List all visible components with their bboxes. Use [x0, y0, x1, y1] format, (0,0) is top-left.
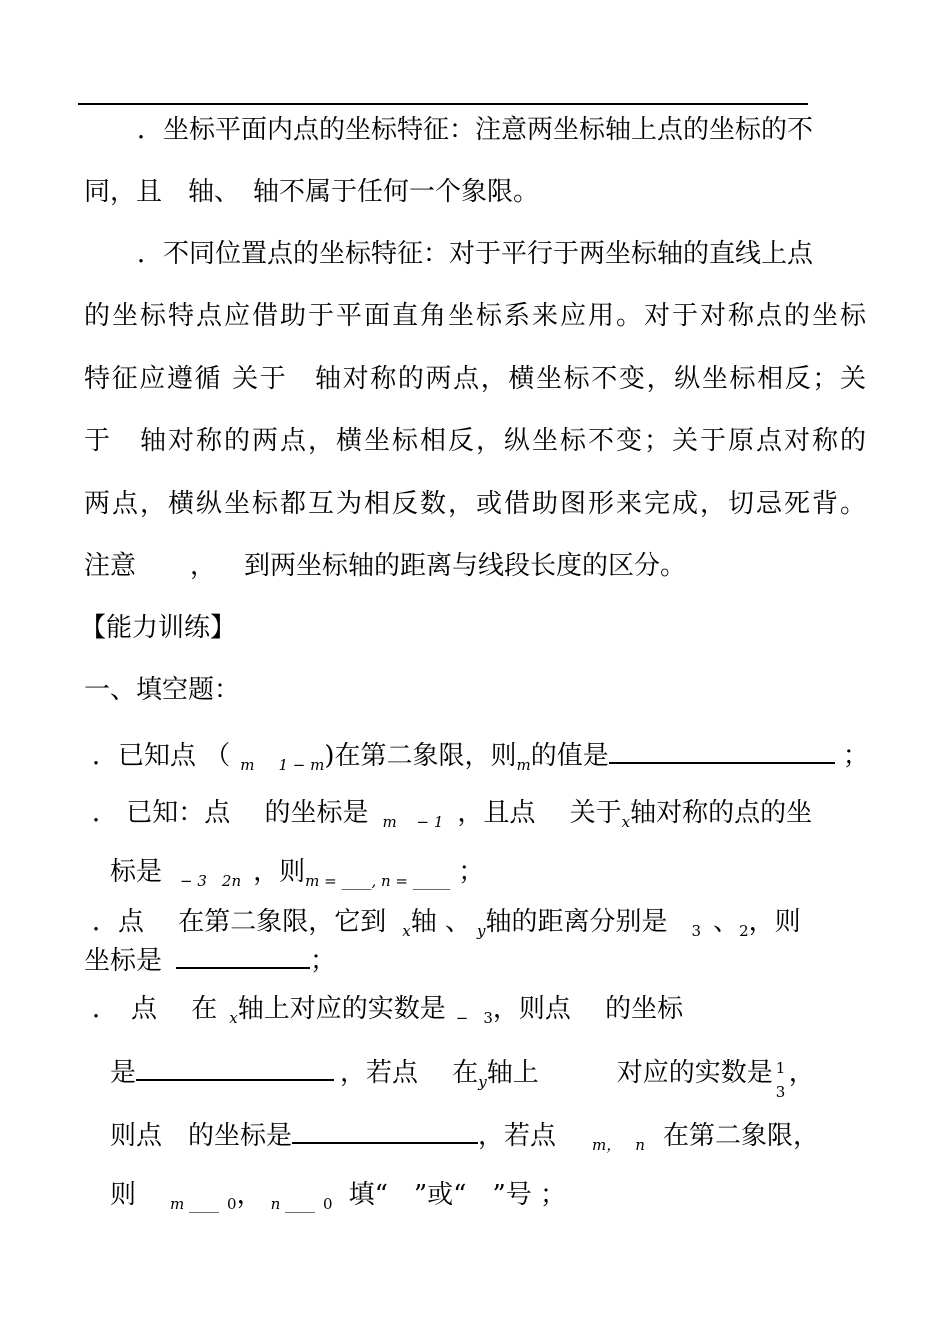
- section-heading: 【能力训练】: [80, 613, 237, 643]
- answer-fill-mn[interactable]: m = ____, n = _____: [305, 872, 451, 890]
- para-coord-feature-line1: ．坐标平面内点的坐标特征：注意两坐标轴上点的坐标的不: [137, 115, 814, 145]
- header-rule: [78, 103, 808, 105]
- para-position-line5: 两点，横纵坐标都互为相反数，或借助图形来完成，切忌死背。: [84, 489, 866, 519]
- note-text: 到两坐标轴的距离与线段长度的区分。: [244, 551, 687, 581]
- question-1: ．已知点 （ $_m$ $_{1 - m}$)在第二象限，则$_m$的值是 ；: [92, 738, 869, 774]
- answer-fill-n-sign[interactable]: n ____: [270, 1195, 316, 1213]
- question-4-line4: 则 $_{m \_\_\_\_}$ $_0$， $_{n \_\_\_\_}$ $_0$ 填“ ”或“ ”号 ；: [110, 1180, 566, 1213]
- question-3-line1: ．点 在第二象限，它到 $_x$轴 、 $_y$轴的距离分别是 $_3$ 、$_2$，则: [92, 907, 801, 940]
- para-position-line4: 于 轴对称的两点，横坐标相反，纵坐标不变；关于原点对称的: [84, 426, 866, 456]
- answer-fill-m-sign[interactable]: m ____: [170, 1195, 220, 1213]
- question-4-line1: ． 点 在 $_x$轴上对应的实数是 $_{- 3}$，则点 的坐标: [92, 994, 684, 1027]
- part-heading: 一、填空题：: [84, 675, 241, 705]
- para-position-line6: [84, 551, 686, 581]
- para-position-line3: 特征应遵循 关于 轴对称的两点，横坐标不变，纵坐标相反；关: [84, 364, 866, 394]
- answer-blank-4a[interactable]: [136, 1055, 334, 1081]
- question-4-line3: 则点 的坐标是 ，若点 $_{m,}$ $_n$ 在第二象限，: [110, 1118, 819, 1154]
- question-2-line1: ． 已知：点 的坐标是 $_{m - 1}$ ，且点 关于$_x$轴对称的点的坐: [92, 798, 813, 831]
- question-2-line2: 标是 $_{- 3 2n}$ ，则$_{m = \_\_\_\_, n = \_\_\_\_\_}$ ；: [110, 857, 485, 890]
- question-3-line2: 坐标是 ；: [84, 943, 336, 976]
- answer-blank-3[interactable]: [176, 943, 310, 969]
- note-label: 注意: [84, 551, 137, 581]
- answer-blank-4b[interactable]: [292, 1118, 478, 1144]
- answer-blank-1[interactable]: [609, 738, 835, 764]
- fraction-one-third: 1 3: [775, 1059, 786, 1101]
- para-position-line2: 的坐标特点应借助于平面直角坐标系来应用。对于对称点的坐标: [84, 301, 866, 331]
- note-comma: ，: [190, 551, 217, 581]
- question-4-line2: 是 ，若点 在$_y$轴上 对应的实数是 1 3 ，: [110, 1055, 815, 1091]
- para-coord-feature-line2: 同，且 轴、 轴不属于任何一个象限。: [84, 177, 540, 207]
- para-position-line1: ．不同位置点的坐标特征：对于平行于两坐标轴的直线上点: [137, 239, 814, 269]
